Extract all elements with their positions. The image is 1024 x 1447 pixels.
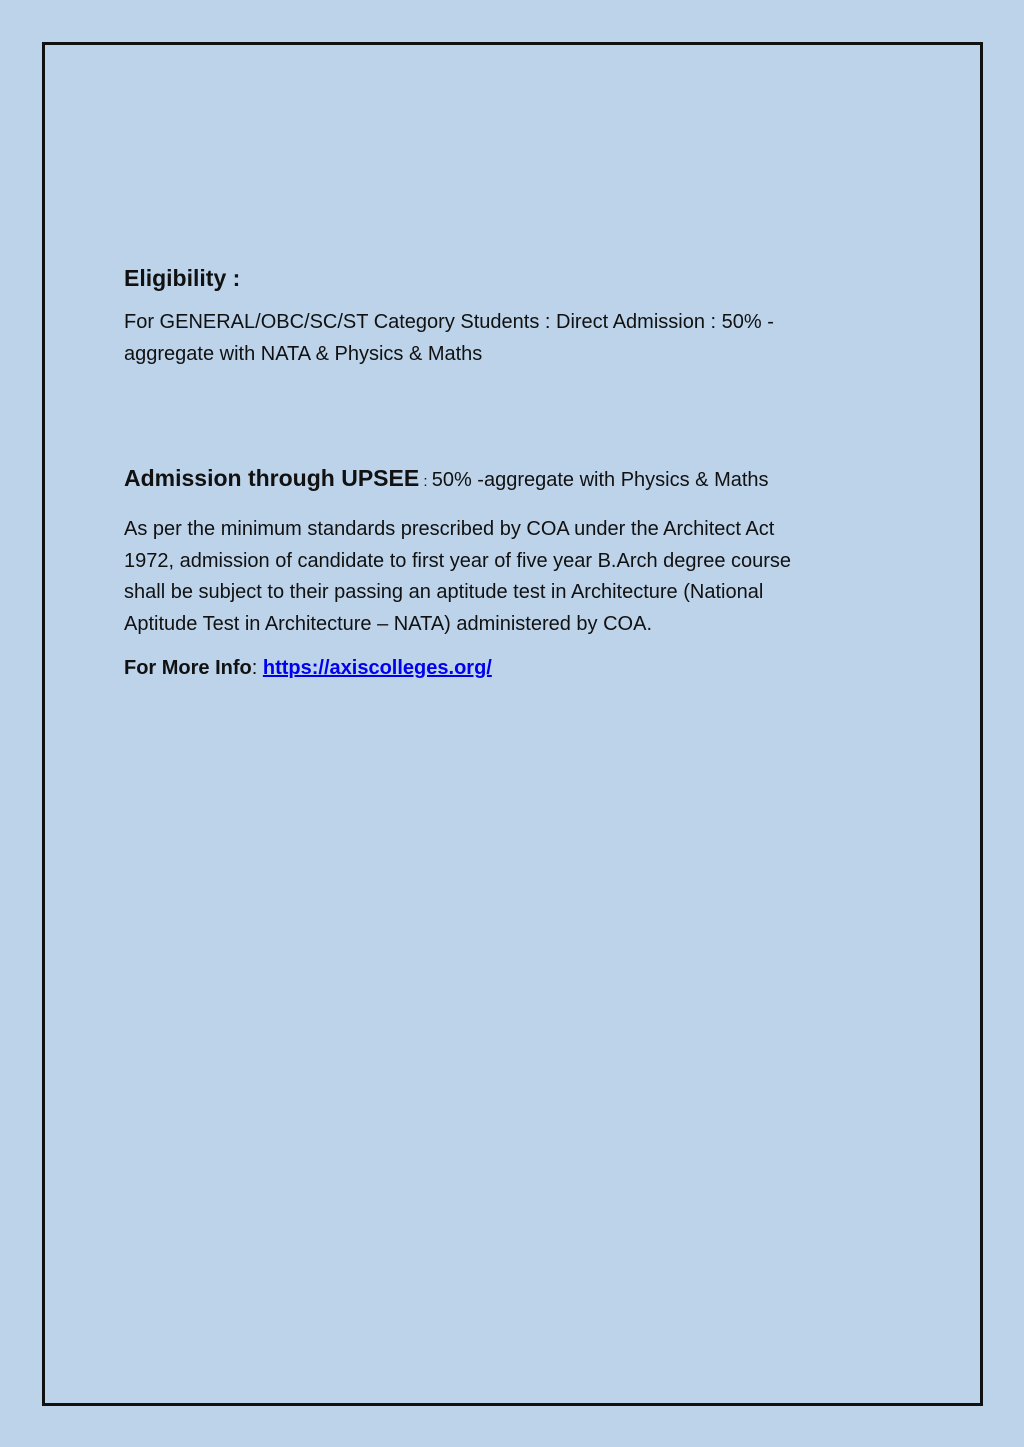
admission-line <box>124 462 884 498</box>
admission-colon: : <box>419 473 432 490</box>
more-info-label: For More Info <box>124 657 252 679</box>
coa-paragraph <box>124 514 884 640</box>
more-info-line <box>124 652 884 684</box>
admission-heading: Admission through UPSEE <box>124 465 420 491</box>
section-spacer <box>124 370 884 462</box>
coa-line-1: As per the minimum standards prescribed by COA under the Architect Act <box>124 518 775 540</box>
eligibility-text <box>124 306 884 370</box>
coa-line-2: 1972, admission of candidate to first year of five year B.Arch degree course <box>124 549 792 572</box>
eligibility-text-line1: For GENERAL/OBC/SC/ST Category Students : Direct Admission : 50% - <box>124 311 774 333</box>
eligibility-heading: Eligibility : <box>124 265 241 291</box>
eligibility-text-line2: aggregate with NATA & Physics & Maths <box>124 343 483 365</box>
page-border <box>42 42 983 1406</box>
coa-line-4: Aptitude Test in Architecture – NATA) administered by COA. <box>124 612 653 635</box>
document-content <box>124 262 884 684</box>
coa-line-3: shall be subject to their passing an aptitude test in Architecture (National <box>124 581 764 603</box>
admission-text: 50% -aggregate with Physics & Maths <box>431 469 769 491</box>
axiscolleges-link[interactable]: https://axiscolleges.org/ <box>262 657 492 679</box>
more-info-separator: : <box>251 657 263 679</box>
